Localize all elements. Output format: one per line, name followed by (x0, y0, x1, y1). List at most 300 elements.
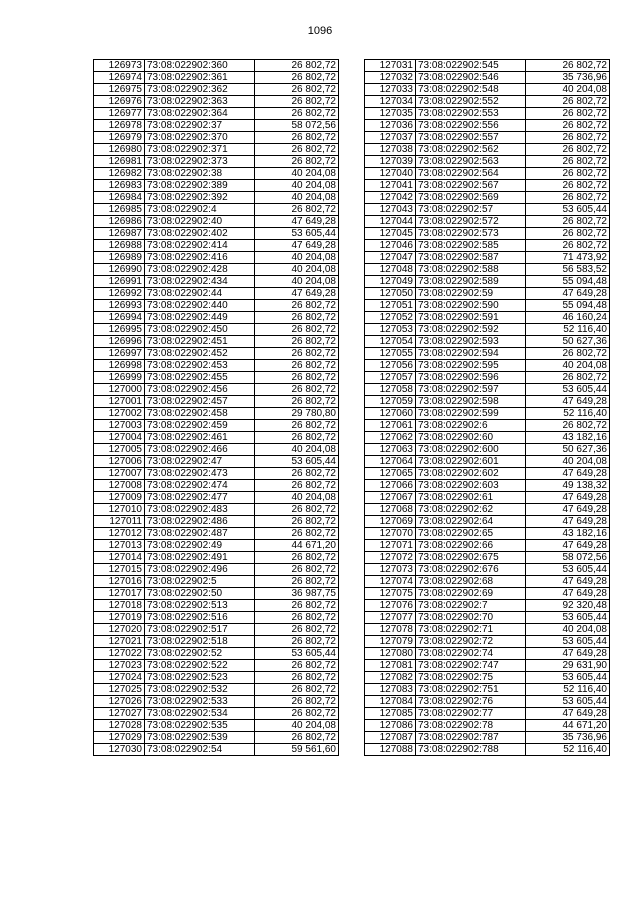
cadastral-number-cell: 73:08:022902:71 (416, 624, 526, 636)
value-cell: 26 802,72 (255, 372, 339, 384)
value-cell: 26 802,72 (255, 480, 339, 492)
table-row (94, 408, 339, 420)
row-number-cell: 127017 (94, 588, 145, 600)
table-row (94, 396, 339, 408)
table-row (365, 264, 610, 276)
value-cell: 29 780,80 (255, 408, 339, 420)
cadastral-number-cell: 73:08:022902:59 (416, 288, 526, 300)
cadastral-number-cell: 73:08:022902:78 (416, 720, 526, 732)
row-number-cell: 126993 (94, 300, 145, 312)
cadastral-number-cell: 73:08:022902:75 (416, 672, 526, 684)
value-cell: 35 736,96 (526, 732, 610, 744)
page-number: 1096 (307, 25, 333, 37)
value-cell: 26 802,72 (526, 108, 610, 120)
value-cell: 40 204,08 (255, 492, 339, 504)
cadastral-number-cell: 73:08:022902:364 (145, 108, 255, 120)
table-row (365, 732, 610, 744)
value-cell: 26 802,72 (255, 612, 339, 624)
row-number-cell: 127028 (94, 720, 145, 732)
value-cell: 47 649,28 (526, 648, 610, 660)
cadastral-number-cell: 73:08:022902:360 (145, 60, 255, 72)
value-cell: 26 802,72 (255, 504, 339, 516)
table-row (94, 384, 339, 396)
table-row (365, 744, 610, 756)
row-number-cell: 127046 (365, 240, 416, 252)
value-cell: 26 802,72 (255, 636, 339, 648)
table-row (94, 564, 339, 576)
cadastral-number-cell: 73:08:022902:70 (416, 612, 526, 624)
row-number-cell: 127041 (365, 180, 416, 192)
table-row (94, 252, 339, 264)
row-number-cell: 127036 (365, 120, 416, 132)
cadastral-number-cell: 73:08:022902:487 (145, 528, 255, 540)
value-cell: 26 802,72 (255, 384, 339, 396)
cadastral-number-cell: 73:08:022902:751 (416, 684, 526, 696)
value-cell: 40 204,08 (255, 444, 339, 456)
value-cell: 26 802,72 (255, 300, 339, 312)
value-cell: 46 160,24 (526, 312, 610, 324)
row-number-cell: 127062 (365, 432, 416, 444)
table-row (94, 612, 339, 624)
value-cell: 26 802,72 (255, 576, 339, 588)
cadastral-number-cell: 73:08:022902:600 (416, 444, 526, 456)
cadastral-number-cell: 73:08:022902:453 (145, 360, 255, 372)
value-cell: 26 802,72 (526, 132, 610, 144)
value-cell: 44 671,20 (526, 720, 610, 732)
row-number-cell: 127026 (94, 696, 145, 708)
cadastral-number-cell: 73:08:022902:592 (416, 324, 526, 336)
row-number-cell: 127032 (365, 72, 416, 84)
value-cell: 26 802,72 (255, 324, 339, 336)
cadastral-number-cell: 73:08:022902:449 (145, 312, 255, 324)
cadastral-number-cell: 73:08:022902:518 (145, 636, 255, 648)
row-number-cell: 127088 (365, 744, 416, 756)
cadastral-number-cell: 73:08:022902:44 (145, 288, 255, 300)
row-number-cell: 127003 (94, 420, 145, 432)
cadastral-number-cell: 73:08:022902:516 (145, 612, 255, 624)
table-row (94, 648, 339, 660)
row-number-cell: 127029 (94, 732, 145, 744)
table-row (365, 564, 610, 576)
cadastral-number-cell: 73:08:022902:68 (416, 576, 526, 588)
table-row (365, 612, 610, 624)
row-number-cell: 127001 (94, 396, 145, 408)
value-cell: 47 649,28 (526, 492, 610, 504)
value-cell: 26 802,72 (255, 312, 339, 324)
value-cell: 26 802,72 (526, 156, 610, 168)
value-cell: 26 802,72 (255, 708, 339, 720)
value-cell: 26 802,72 (255, 564, 339, 576)
cadastral-number-cell: 73:08:022902:459 (145, 420, 255, 432)
row-number-cell: 127042 (365, 192, 416, 204)
row-number-cell: 127011 (94, 516, 145, 528)
cadastral-number-cell: 73:08:022902:535 (145, 720, 255, 732)
cadastral-number-cell: 73:08:022902:72 (416, 636, 526, 648)
value-cell: 26 802,72 (526, 216, 610, 228)
row-number-cell: 126995 (94, 324, 145, 336)
cadastral-number-cell: 73:08:022902:513 (145, 600, 255, 612)
cadastral-number-cell: 73:08:022902:455 (145, 372, 255, 384)
row-number-cell: 127070 (365, 528, 416, 540)
row-number-cell: 127018 (94, 600, 145, 612)
value-cell: 29 631,90 (526, 660, 610, 672)
row-number-cell: 127006 (94, 456, 145, 468)
table-row (365, 324, 610, 336)
value-cell: 52 116,40 (526, 684, 610, 696)
row-number-cell: 127057 (365, 372, 416, 384)
table-row (94, 468, 339, 480)
cadastral-number-cell: 73:08:022902:65 (416, 528, 526, 540)
table-row (365, 276, 610, 288)
row-number-cell: 127020 (94, 624, 145, 636)
table-row (365, 696, 610, 708)
cadastral-number-cell: 73:08:022902:491 (145, 552, 255, 564)
row-number-cell: 127008 (94, 480, 145, 492)
table-row (94, 624, 339, 636)
value-cell: 26 802,72 (255, 108, 339, 120)
value-cell: 26 802,72 (526, 372, 610, 384)
row-number-cell: 127031 (365, 60, 416, 72)
value-cell: 26 802,72 (255, 84, 339, 96)
row-number-cell: 127024 (94, 672, 145, 684)
row-number-cell: 127071 (365, 540, 416, 552)
table-row (94, 540, 339, 552)
row-number-cell: 127052 (365, 312, 416, 324)
table-row (94, 216, 339, 228)
row-number-cell: 127078 (365, 624, 416, 636)
cadastral-number-cell: 73:08:022902:37 (145, 120, 255, 132)
row-number-cell: 127075 (365, 588, 416, 600)
cadastral-number-cell: 73:08:022902:54 (145, 744, 255, 756)
value-cell: 40 204,08 (255, 276, 339, 288)
cadastral-number-cell: 73:08:022902:362 (145, 84, 255, 96)
table-row (365, 300, 610, 312)
cadastral-number-cell: 73:08:022902:57 (416, 204, 526, 216)
value-cell: 26 802,72 (255, 600, 339, 612)
row-number-cell: 127012 (94, 528, 145, 540)
value-cell: 36 987,75 (255, 588, 339, 600)
cadastral-number-cell: 73:08:022902:599 (416, 408, 526, 420)
value-cell: 43 182,16 (526, 528, 610, 540)
row-number-cell: 127081 (365, 660, 416, 672)
table-row (365, 192, 610, 204)
table-row (365, 360, 610, 372)
value-cell: 26 802,72 (255, 132, 339, 144)
cadastral-number-cell: 73:08:022902:477 (145, 492, 255, 504)
cadastral-number-cell: 73:08:022902:573 (416, 228, 526, 240)
cadastral-number-cell: 73:08:022902:522 (145, 660, 255, 672)
table-row (94, 180, 339, 192)
row-number-cell: 126979 (94, 132, 145, 144)
value-cell: 47 649,28 (255, 216, 339, 228)
table-row (94, 120, 339, 132)
row-number-cell: 127053 (365, 324, 416, 336)
cadastral-number-cell: 73:08:022902:569 (416, 192, 526, 204)
value-cell: 40 204,08 (526, 624, 610, 636)
cadastral-number-cell: 73:08:022902:38 (145, 168, 255, 180)
table-row (94, 684, 339, 696)
row-number-cell: 126980 (94, 144, 145, 156)
table-row (94, 96, 339, 108)
row-number-cell: 127039 (365, 156, 416, 168)
cadastral-number-cell: 73:08:022902:458 (145, 408, 255, 420)
table-row (94, 132, 339, 144)
table-row (94, 672, 339, 684)
cadastral-number-cell: 73:08:022902:552 (416, 96, 526, 108)
table-row (94, 240, 339, 252)
cadastral-number-cell: 73:08:022902:572 (416, 216, 526, 228)
table-row (94, 360, 339, 372)
cadastral-number-cell: 73:08:022902:747 (416, 660, 526, 672)
value-cell: 40 204,08 (255, 720, 339, 732)
row-number-cell: 127068 (365, 504, 416, 516)
cadastral-number-cell: 73:08:022902:539 (145, 732, 255, 744)
cadastral-number-cell: 73:08:022902:373 (145, 156, 255, 168)
value-cell: 40 204,08 (526, 84, 610, 96)
row-number-cell: 126985 (94, 204, 145, 216)
row-number-cell: 127064 (365, 456, 416, 468)
value-cell: 26 802,72 (526, 180, 610, 192)
value-cell: 47 649,28 (255, 240, 339, 252)
value-cell: 50 627,36 (526, 336, 610, 348)
cadastral-number-cell: 73:08:022902:787 (416, 732, 526, 744)
value-cell: 26 802,72 (526, 348, 610, 360)
cadastral-number-cell: 73:08:022902:564 (416, 168, 526, 180)
row-number-cell: 127058 (365, 384, 416, 396)
value-cell: 26 802,72 (255, 528, 339, 540)
row-number-cell: 127072 (365, 552, 416, 564)
cadastral-number-cell: 73:08:022902:452 (145, 348, 255, 360)
table-row (94, 516, 339, 528)
table-row (365, 252, 610, 264)
cadastral-number-cell: 73:08:022902:416 (145, 252, 255, 264)
table-row (365, 492, 610, 504)
value-cell: 26 802,72 (255, 432, 339, 444)
table-row (365, 384, 610, 396)
value-cell: 58 072,56 (255, 120, 339, 132)
table-row (365, 600, 610, 612)
table-row (365, 636, 610, 648)
value-cell: 40 204,08 (526, 360, 610, 372)
cadastral-number-cell: 73:08:022902:47 (145, 456, 255, 468)
table-row (365, 108, 610, 120)
table-row (365, 84, 610, 96)
table-row (365, 204, 610, 216)
value-cell: 40 204,08 (255, 168, 339, 180)
row-number-cell: 126989 (94, 252, 145, 264)
cadastral-table-right (364, 59, 610, 756)
row-number-cell: 126981 (94, 156, 145, 168)
cadastral-number-cell: 73:08:022902:76 (416, 696, 526, 708)
value-cell: 26 802,72 (255, 72, 339, 84)
row-number-cell: 127027 (94, 708, 145, 720)
table-row (94, 552, 339, 564)
row-number-cell: 126978 (94, 120, 145, 132)
row-number-cell: 127065 (365, 468, 416, 480)
table-row (94, 696, 339, 708)
table-row (365, 396, 610, 408)
row-number-cell: 126987 (94, 228, 145, 240)
value-cell: 50 627,36 (526, 444, 610, 456)
row-number-cell: 127043 (365, 204, 416, 216)
table-row (365, 240, 610, 252)
table-row (365, 468, 610, 480)
table-row (365, 708, 610, 720)
row-number-cell: 127030 (94, 744, 145, 756)
row-number-cell: 127013 (94, 540, 145, 552)
cadastral-number-cell: 73:08:022902:557 (416, 132, 526, 144)
value-cell: 55 094,48 (526, 276, 610, 288)
cadastral-number-cell: 73:08:022902:450 (145, 324, 255, 336)
table-row (94, 420, 339, 432)
table-row (365, 336, 610, 348)
value-cell: 26 802,72 (526, 60, 610, 72)
cadastral-number-cell: 73:08:022902:50 (145, 588, 255, 600)
table-row (365, 540, 610, 552)
row-number-cell: 126999 (94, 372, 145, 384)
value-cell: 26 802,72 (255, 156, 339, 168)
table-row (365, 132, 610, 144)
value-cell: 40 204,08 (255, 192, 339, 204)
table-row (94, 276, 339, 288)
table-row (94, 660, 339, 672)
row-number-cell: 127047 (365, 252, 416, 264)
cadastral-number-cell: 73:08:022902:440 (145, 300, 255, 312)
table-row (94, 528, 339, 540)
value-cell: 26 802,72 (255, 660, 339, 672)
cadastral-number-cell: 73:08:022902:532 (145, 684, 255, 696)
cadastral-number-cell: 73:08:022902:591 (416, 312, 526, 324)
cadastral-number-cell: 73:08:022902:563 (416, 156, 526, 168)
value-cell: 53 605,44 (526, 384, 610, 396)
cadastral-number-cell: 73:08:022902:533 (145, 696, 255, 708)
value-cell: 26 802,72 (526, 96, 610, 108)
table-row (94, 336, 339, 348)
row-number-cell: 127016 (94, 576, 145, 588)
cadastral-number-cell: 73:08:022902:597 (416, 384, 526, 396)
table-row (365, 480, 610, 492)
table-row (365, 420, 610, 432)
cadastral-number-cell: 73:08:022902:62 (416, 504, 526, 516)
cadastral-number-cell: 73:08:022902:548 (416, 84, 526, 96)
row-number-cell: 127051 (365, 300, 416, 312)
row-number-cell: 127060 (365, 408, 416, 420)
cadastral-number-cell: 73:08:022902:392 (145, 192, 255, 204)
cadastral-number-cell: 73:08:022902:517 (145, 624, 255, 636)
table-row (94, 636, 339, 648)
row-number-cell: 127038 (365, 144, 416, 156)
row-number-cell: 127048 (365, 264, 416, 276)
row-number-cell: 127002 (94, 408, 145, 420)
cadastral-number-cell: 73:08:022902:60 (416, 432, 526, 444)
cadastral-number-cell: 73:08:022902:567 (416, 180, 526, 192)
cadastral-number-cell: 73:08:022902:414 (145, 240, 255, 252)
row-number-cell: 126996 (94, 336, 145, 348)
row-number-cell: 127022 (94, 648, 145, 660)
value-cell: 26 802,72 (255, 204, 339, 216)
table-row (94, 60, 339, 72)
value-cell: 47 649,28 (526, 468, 610, 480)
cadastral-number-cell: 73:08:022902:389 (145, 180, 255, 192)
cadastral-number-cell: 73:08:022902:434 (145, 276, 255, 288)
table-row (94, 324, 339, 336)
table-row (365, 660, 610, 672)
cadastral-number-cell: 73:08:022902:486 (145, 516, 255, 528)
value-cell: 26 802,72 (255, 336, 339, 348)
table-row (94, 576, 339, 588)
cadastral-number-cell: 73:08:022902:593 (416, 336, 526, 348)
cadastral-number-cell: 73:08:022902:457 (145, 396, 255, 408)
value-cell: 40 204,08 (255, 180, 339, 192)
row-number-cell: 127086 (365, 720, 416, 732)
row-number-cell: 126992 (94, 288, 145, 300)
cadastral-table-left (93, 59, 339, 756)
table-row (94, 492, 339, 504)
table-row (94, 456, 339, 468)
value-cell: 71 473,92 (526, 252, 610, 264)
row-number-cell: 126998 (94, 360, 145, 372)
value-cell: 26 802,72 (526, 228, 610, 240)
table-row (365, 168, 610, 180)
table-row (94, 588, 339, 600)
table-row (365, 120, 610, 132)
value-cell: 53 605,44 (526, 612, 610, 624)
row-number-cell: 127034 (365, 96, 416, 108)
table-row (94, 228, 339, 240)
value-cell: 53 605,44 (526, 636, 610, 648)
value-cell: 26 802,72 (255, 516, 339, 528)
value-cell: 53 605,44 (526, 564, 610, 576)
value-cell: 47 649,28 (526, 708, 610, 720)
row-number-cell: 127083 (365, 684, 416, 696)
cadastral-number-cell: 73:08:022902:588 (416, 264, 526, 276)
value-cell: 26 802,72 (255, 96, 339, 108)
table-row (365, 504, 610, 516)
row-number-cell: 127069 (365, 516, 416, 528)
row-number-cell: 127087 (365, 732, 416, 744)
row-number-cell: 127014 (94, 552, 145, 564)
table-row (365, 672, 610, 684)
cadastral-number-cell: 73:08:022902:69 (416, 588, 526, 600)
row-number-cell: 126984 (94, 192, 145, 204)
row-number-cell: 127007 (94, 468, 145, 480)
value-cell: 26 802,72 (526, 240, 610, 252)
table-row (365, 576, 610, 588)
value-cell: 26 802,72 (255, 60, 339, 72)
value-cell: 52 116,40 (526, 324, 610, 336)
cadastral-number-cell: 73:08:022902:788 (416, 744, 526, 756)
row-number-cell: 127063 (365, 444, 416, 456)
value-cell: 26 802,72 (255, 684, 339, 696)
value-cell: 47 649,28 (526, 516, 610, 528)
table-row (94, 480, 339, 492)
value-cell: 47 649,28 (526, 588, 610, 600)
table-row (94, 348, 339, 360)
row-number-cell: 127076 (365, 600, 416, 612)
table-row (365, 528, 610, 540)
value-cell: 26 802,72 (526, 420, 610, 432)
cadastral-number-cell: 73:08:022902:523 (145, 672, 255, 684)
table-row (94, 156, 339, 168)
value-cell: 26 802,72 (255, 360, 339, 372)
cadastral-number-cell: 73:08:022902:474 (145, 480, 255, 492)
cadastral-number-cell: 73:08:022902:553 (416, 108, 526, 120)
table-row (94, 600, 339, 612)
table-row (365, 216, 610, 228)
cadastral-number-cell: 73:08:022902:589 (416, 276, 526, 288)
cadastral-number-cell: 73:08:022902:61 (416, 492, 526, 504)
value-cell: 47 649,28 (526, 540, 610, 552)
